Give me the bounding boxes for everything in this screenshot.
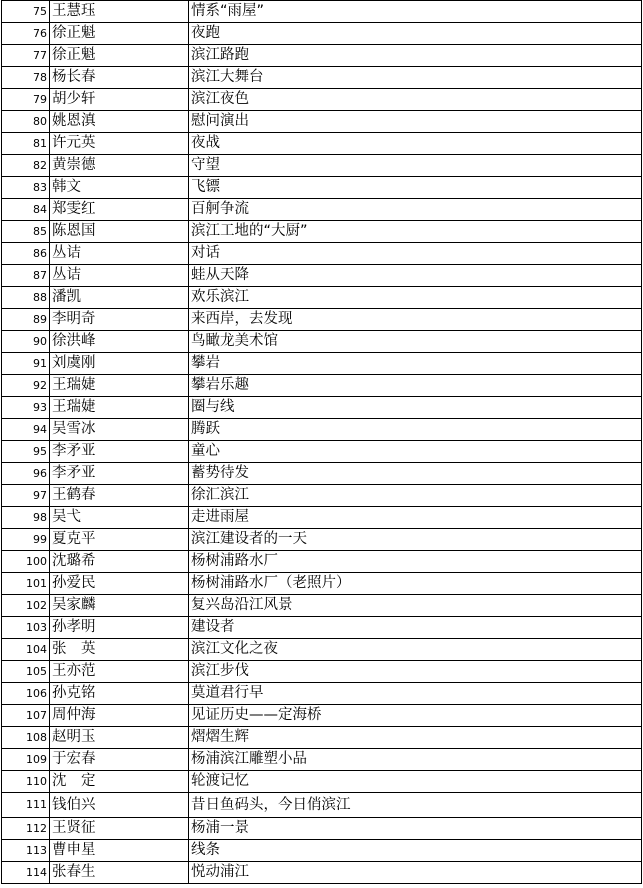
- work-title-cell: 滨江工地的“大厨”: [189, 221, 642, 243]
- table-row: [2, 243, 642, 265]
- table-row: [2, 177, 642, 199]
- row-number-cell: 92: [2, 375, 50, 397]
- table-row: [2, 862, 642, 884]
- row-number-cell: 89: [2, 309, 50, 331]
- row-number-cell: 111: [2, 793, 50, 818]
- table-row: [2, 67, 642, 89]
- author-name-cell: 周仲海: [50, 705, 189, 727]
- author-name-cell: 胡少轩: [50, 89, 189, 111]
- row-number-cell: 94: [2, 419, 50, 441]
- author-name-cell: 孙爱民: [50, 573, 189, 595]
- table-row: [2, 661, 642, 683]
- row-number-cell: 85: [2, 221, 50, 243]
- row-number-cell: 80: [2, 111, 50, 133]
- work-title-cell: 线条: [189, 840, 642, 862]
- work-title-cell: 鸟瞰龙美术馆: [189, 331, 642, 353]
- work-title-cell: 见证历史——定海桥: [189, 705, 642, 727]
- work-title-cell: 滨江路跑: [189, 45, 642, 67]
- table-row: [2, 265, 642, 287]
- work-title-cell: 百舸争流: [189, 199, 642, 221]
- work-title-cell: 杨浦一景: [189, 818, 642, 840]
- table-row: [2, 617, 642, 639]
- table-row: [2, 840, 642, 862]
- row-number-cell: 114: [2, 862, 50, 884]
- table-row: [2, 1, 642, 23]
- author-name-cell: 王瑞婕: [50, 397, 189, 419]
- work-title-cell: 熠熠生辉: [189, 727, 642, 749]
- row-number-cell: 110: [2, 771, 50, 793]
- table-row: [2, 397, 642, 419]
- row-number-cell: 98: [2, 507, 50, 529]
- row-number-cell: 96: [2, 463, 50, 485]
- author-name-cell: 韩文: [50, 177, 189, 199]
- row-number-cell: 90: [2, 331, 50, 353]
- table-row: [2, 375, 642, 397]
- author-name-cell: 王贤征: [50, 818, 189, 840]
- table-row: [2, 45, 642, 67]
- author-name-cell: 李矛亚: [50, 463, 189, 485]
- author-name-cell: 丛诘: [50, 243, 189, 265]
- author-name-cell: 丛诘: [50, 265, 189, 287]
- row-number-cell: 108: [2, 727, 50, 749]
- row-number-cell: 83: [2, 177, 50, 199]
- work-title-cell: 蓄势待发: [189, 463, 642, 485]
- author-name-cell: 钱伯兴: [50, 793, 189, 818]
- table-row: [2, 749, 642, 771]
- work-title-cell: 徐汇滨江: [189, 485, 642, 507]
- table-row: [2, 485, 642, 507]
- author-name-cell: 杨长春: [50, 67, 189, 89]
- table-row: [2, 818, 642, 840]
- work-title-cell: 来西岸，去发现: [189, 309, 642, 331]
- row-number-cell: 93: [2, 397, 50, 419]
- table-row: [2, 309, 642, 331]
- table-row: [2, 441, 642, 463]
- author-name-cell: 张春生: [50, 862, 189, 884]
- author-name-cell: 沈 定: [50, 771, 189, 793]
- author-name-cell: 郑雯红: [50, 199, 189, 221]
- row-number-cell: 106: [2, 683, 50, 705]
- table-row: [2, 551, 642, 573]
- table-row: [2, 771, 642, 793]
- author-name-cell: 徐正魁: [50, 45, 189, 67]
- row-number-cell: 82: [2, 155, 50, 177]
- row-number-cell: 84: [2, 199, 50, 221]
- entries-table-body: [2, 1, 642, 884]
- row-number-cell: 81: [2, 133, 50, 155]
- table-row: [2, 23, 642, 45]
- row-number-cell: 101: [2, 573, 50, 595]
- row-number-cell: 112: [2, 818, 50, 840]
- row-number-cell: 78: [2, 67, 50, 89]
- row-number-cell: 102: [2, 595, 50, 617]
- row-number-cell: 87: [2, 265, 50, 287]
- work-title-cell: 攀岩: [189, 353, 642, 375]
- table-row: [2, 111, 642, 133]
- author-name-cell: 孙孝明: [50, 617, 189, 639]
- author-name-cell: 吴家麟: [50, 595, 189, 617]
- row-number-cell: 95: [2, 441, 50, 463]
- work-title-cell: 滨江文化之夜: [189, 639, 642, 661]
- work-title-cell: 夜跑: [189, 23, 642, 45]
- table-row: [2, 639, 642, 661]
- author-name-cell: 吴弋: [50, 507, 189, 529]
- row-number-cell: 88: [2, 287, 50, 309]
- table-row: [2, 793, 642, 818]
- author-name-cell: 沈璐希: [50, 551, 189, 573]
- author-name-cell: 吴雪冰: [50, 419, 189, 441]
- work-title-cell: 情系“雨屋”: [189, 1, 642, 23]
- row-number-cell: 109: [2, 749, 50, 771]
- row-number-cell: 75: [2, 1, 50, 23]
- table-row: [2, 529, 642, 551]
- row-number-cell: 105: [2, 661, 50, 683]
- row-number-cell: 86: [2, 243, 50, 265]
- entries-table: [1, 0, 642, 884]
- author-name-cell: 王亦范: [50, 661, 189, 683]
- work-title-cell: 腾跃: [189, 419, 642, 441]
- table-row: [2, 221, 642, 243]
- table-row: [2, 353, 642, 375]
- table-row: [2, 595, 642, 617]
- work-title-cell: 滨江步伐: [189, 661, 642, 683]
- work-title-cell: 滨江夜色: [189, 89, 642, 111]
- row-number-cell: 107: [2, 705, 50, 727]
- author-name-cell: 王鹤春: [50, 485, 189, 507]
- work-title-cell: 滨江建设者的一天: [189, 529, 642, 551]
- author-name-cell: 王瑞婕: [50, 375, 189, 397]
- author-name-cell: 刘虞刚: [50, 353, 189, 375]
- author-name-cell: 张 英: [50, 639, 189, 661]
- work-title-cell: 慰问演出: [189, 111, 642, 133]
- row-number-cell: 79: [2, 89, 50, 111]
- table-row: [2, 331, 642, 353]
- author-name-cell: 曹申星: [50, 840, 189, 862]
- author-name-cell: 李矛亚: [50, 441, 189, 463]
- author-name-cell: 潘凯: [50, 287, 189, 309]
- table-row: [2, 683, 642, 705]
- table-row: [2, 507, 642, 529]
- work-title-cell: 夜战: [189, 133, 642, 155]
- author-name-cell: 黄崇德: [50, 155, 189, 177]
- row-number-cell: 77: [2, 45, 50, 67]
- author-name-cell: 于宏春: [50, 749, 189, 771]
- work-title-cell: 昔日鱼码头，今日俏滨江: [189, 793, 642, 818]
- table-row: [2, 463, 642, 485]
- work-title-cell: 圈与线: [189, 397, 642, 419]
- row-number-cell: 97: [2, 485, 50, 507]
- work-title-cell: 杨树浦路水厂（老照片）: [189, 573, 642, 595]
- work-title-cell: 飞镖: [189, 177, 642, 199]
- work-title-cell: 滨江大舞台: [189, 67, 642, 89]
- row-number-cell: 103: [2, 617, 50, 639]
- author-name-cell: 李明奇: [50, 309, 189, 331]
- table-row: [2, 727, 642, 749]
- table-row: [2, 287, 642, 309]
- work-title-cell: 走进雨屋: [189, 507, 642, 529]
- row-number-cell: 100: [2, 551, 50, 573]
- work-title-cell: 复兴岛沿江风景: [189, 595, 642, 617]
- work-title-cell: 莫道君行早: [189, 683, 642, 705]
- row-number-cell: 99: [2, 529, 50, 551]
- table-row: [2, 89, 642, 111]
- work-title-cell: 攀岩乐趣: [189, 375, 642, 397]
- work-title-cell: 杨树浦路水厂: [189, 551, 642, 573]
- work-title-cell: 杨浦滨江雕塑小品: [189, 749, 642, 771]
- work-title-cell: 对话: [189, 243, 642, 265]
- author-name-cell: 姚恩滇: [50, 111, 189, 133]
- table-row: [2, 199, 642, 221]
- table-row: [2, 573, 642, 595]
- work-title-cell: 轮渡记忆: [189, 771, 642, 793]
- row-number-cell: 76: [2, 23, 50, 45]
- work-title-cell: 守望: [189, 155, 642, 177]
- work-title-cell: 建设者: [189, 617, 642, 639]
- author-name-cell: 孙克铭: [50, 683, 189, 705]
- table-row: [2, 419, 642, 441]
- row-number-cell: 104: [2, 639, 50, 661]
- author-name-cell: 赵明玉: [50, 727, 189, 749]
- table-row: [2, 705, 642, 727]
- author-name-cell: 陈恩国: [50, 221, 189, 243]
- author-name-cell: 夏克平: [50, 529, 189, 551]
- table-row: [2, 155, 642, 177]
- author-name-cell: 许元英: [50, 133, 189, 155]
- work-title-cell: 童心: [189, 441, 642, 463]
- work-title-cell: 蛙从天降: [189, 265, 642, 287]
- author-name-cell: 王慧珏: [50, 1, 189, 23]
- row-number-cell: 91: [2, 353, 50, 375]
- author-name-cell: 徐洪峰: [50, 331, 189, 353]
- table-row: [2, 133, 642, 155]
- row-number-cell: 113: [2, 840, 50, 862]
- work-title-cell: 悦动浦江: [189, 862, 642, 884]
- work-title-cell: 欢乐滨江: [189, 287, 642, 309]
- author-name-cell: 徐正魁: [50, 23, 189, 45]
